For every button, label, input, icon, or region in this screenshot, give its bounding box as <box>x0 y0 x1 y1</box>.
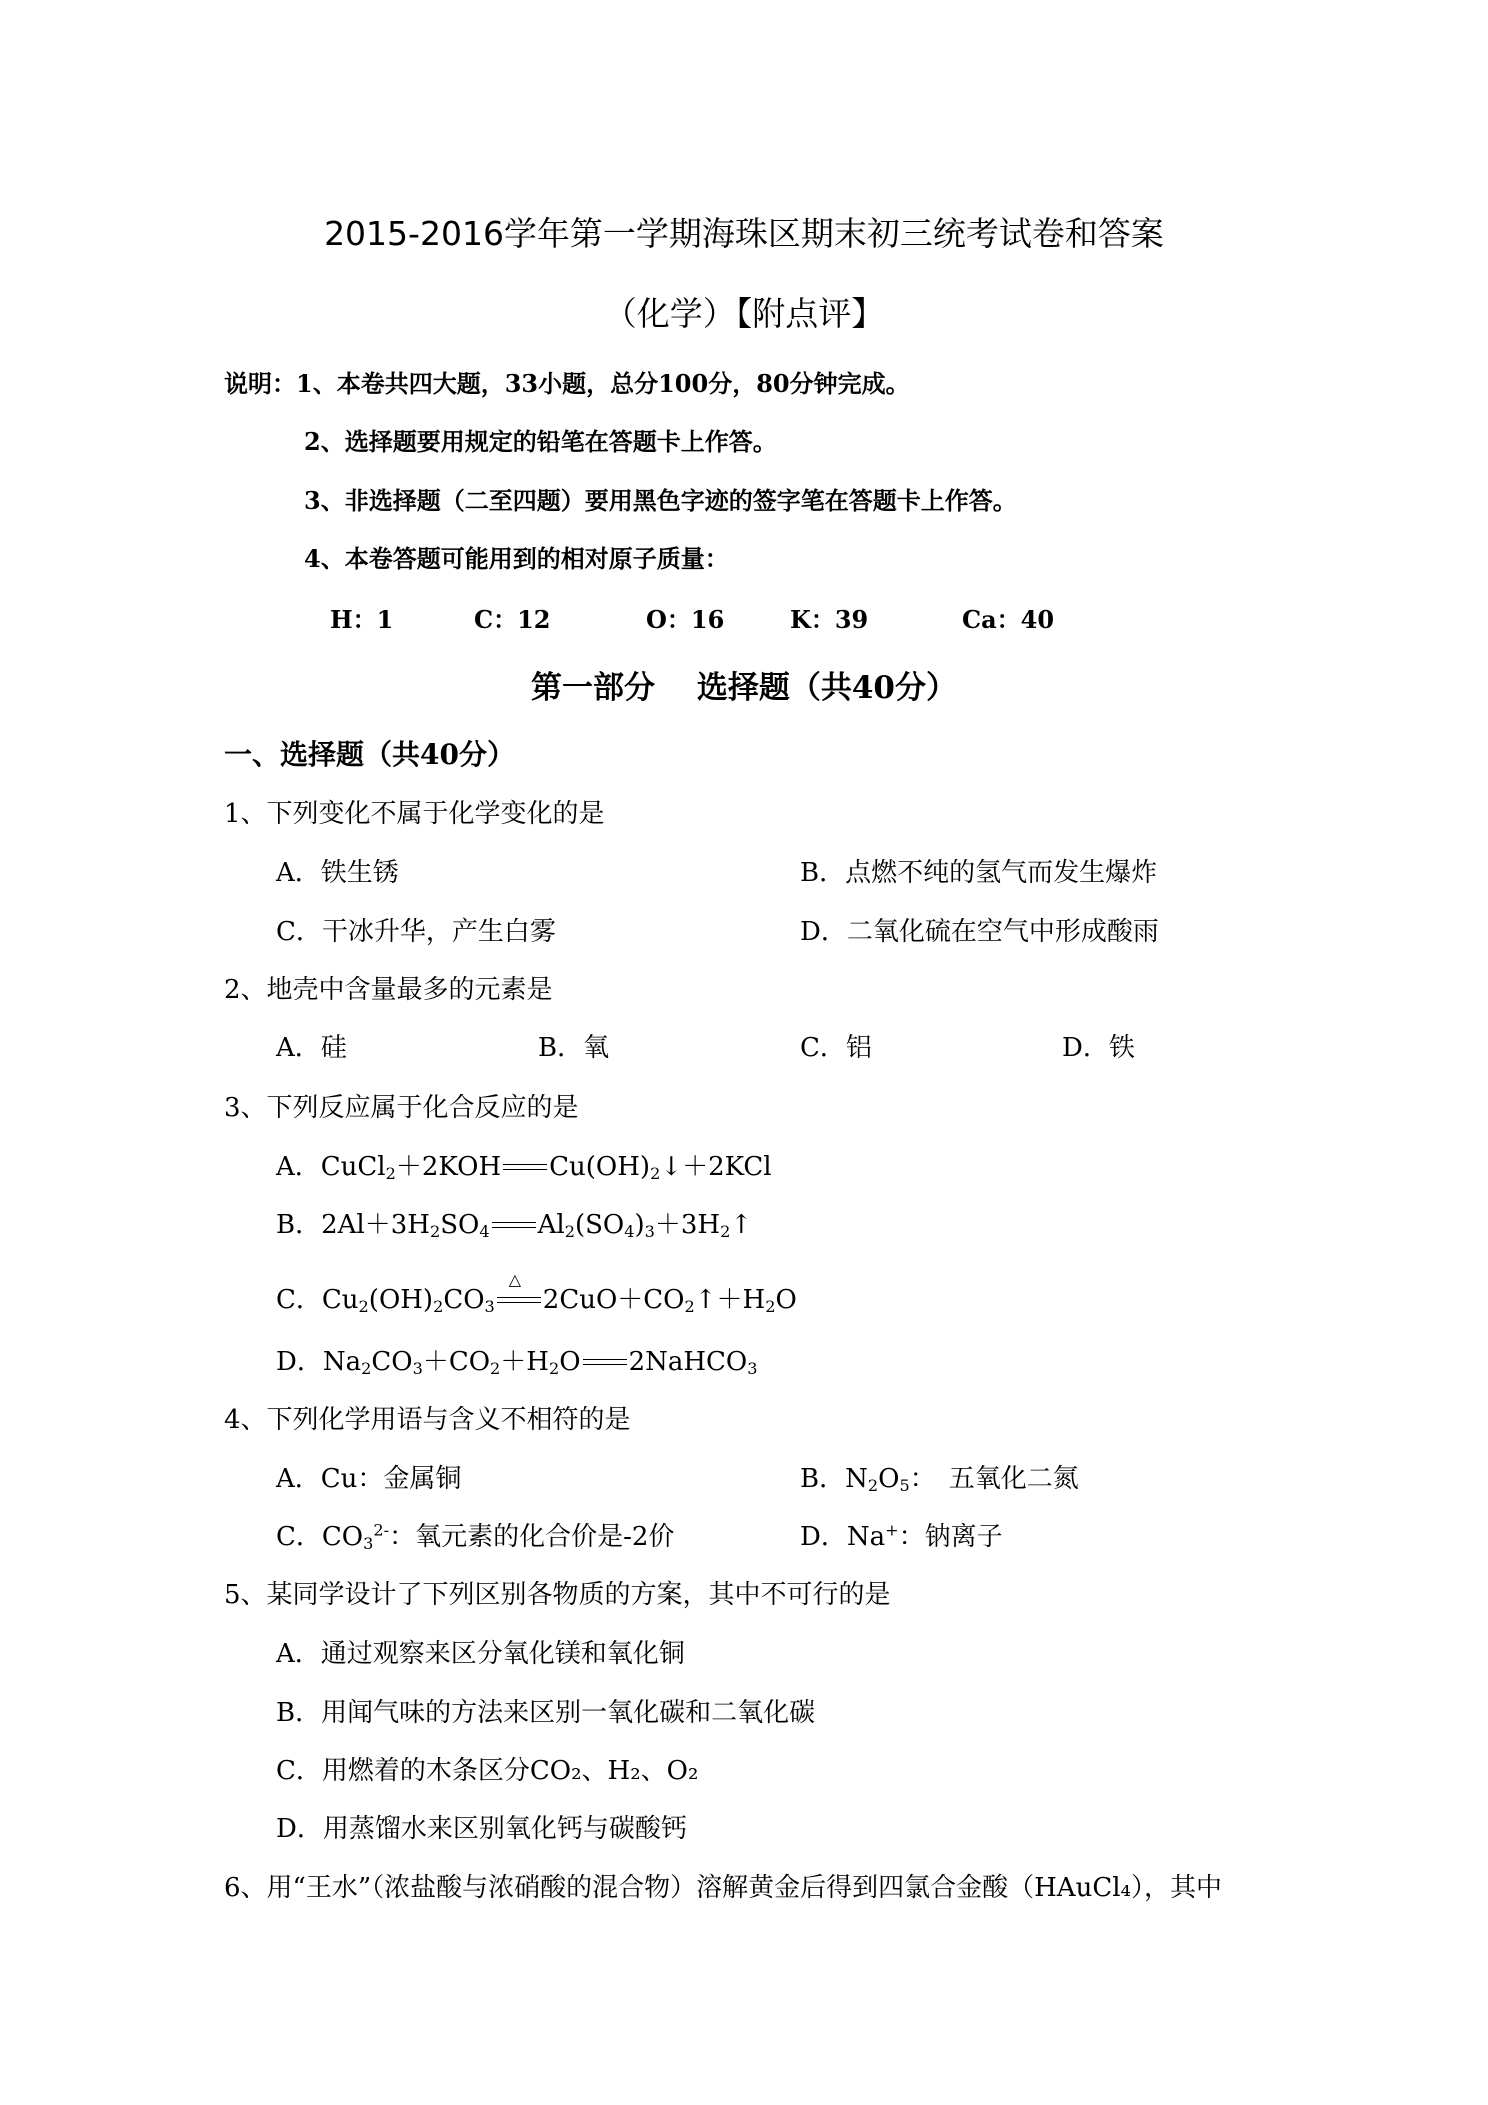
question-5-option-c: C．用燃着的木条区分CO₂、H₂、O₂ <box>276 1756 699 1786</box>
note-3: 3、非选择题（二至四题）要用黑色字迹的签字笔在答题卡上作答。 <box>304 486 1017 515</box>
question-3-option-a: A．CuCl$_2$＋2KOH $Cu(OH)_2↓+2KCl$ <box>276 1152 772 1184</box>
question-5-option-a: A．通过观察来区分氧化镁和氧化铜 <box>276 1639 685 1669</box>
question-4-option-b: B．$N_2O_5$： 五氧化二氮 <box>800 1464 1079 1496</box>
heating-symbol: △ <box>508 1270 522 1289</box>
question-5-option-d: D．用蒸馏水来区别氧化钙与碳酸钙 <box>276 1814 687 1844</box>
question-4-option-c-text: ：氧元素的化合价是-2价 <box>389 1522 675 1552</box>
question-4-option-d-text: ：钠离子 <box>898 1522 1003 1552</box>
question-4-stem: 4、下列化学用语与含义不相符的是 <box>224 1405 631 1435</box>
note-4: 4、本卷答题可能用到的相对原子质量： <box>304 544 729 573</box>
question-3-option-d: D．$Na_2CO_3+CO_2+H_2O$ 2NaHCO$_3$ <box>276 1347 758 1379</box>
question-5-option-b: B．用闻气味的方法来区别一氧化碳和二氧化碳 <box>276 1698 816 1728</box>
question-3-option-b: B．$2Al+3H_2SO_4$ $Al_2(SO_4)_3+3H_2↑$ <box>276 1210 753 1242</box>
atomic-mass-k: K：39 <box>790 605 869 634</box>
question-2-option-a: A．硅 <box>276 1033 347 1063</box>
atomic-mass-c: C：12 <box>474 605 551 634</box>
part-heading: 第一部分 选择题（共40分） <box>531 670 957 706</box>
question-6-stem: 6、用“王水”（浓盐酸与浓硝酸的混合物）溶解黄金后得到四氯合金酸（HAuCl₄），其中 <box>224 1873 1222 1903</box>
question-5-stem: 5、某同学设计了下列区别各物质的方案，其中不可行的是 <box>224 1580 891 1610</box>
question-3-option-c: C．$Cu_2(OH)_2CO_3$ △ $2CuO+CO_2↑+H_2O$ <box>276 1270 797 1317</box>
question-2-option-c: C．铝 <box>800 1033 872 1063</box>
note-1: 说明：1、本卷共四大题，33小题，总分100分，80分钟完成。 <box>224 369 910 398</box>
question-4-option-c: C．$CO_3^{2-}$：氧元素的化合价是-2价 <box>276 1520 675 1554</box>
question-2-option-d: D．铁 <box>1062 1033 1135 1063</box>
note-2: 2、选择题要用规定的铅笔在答题卡上作答。 <box>304 427 777 456</box>
heating-equals-sign <box>495 1270 543 1314</box>
equals-sign <box>490 1213 538 1239</box>
section-heading: 一、选择题（共40分） <box>224 738 515 771</box>
question-2-option-b: B．氧 <box>538 1033 610 1063</box>
question-1-option-b: B．点燃不纯的氢气而发生爆炸 <box>800 858 1158 888</box>
atomic-mass-o: O：16 <box>646 605 725 634</box>
question-1-stem: 1、下列变化不属于化学变化的是 <box>224 799 605 829</box>
question-1-option-c: C．干冰升华，产生白雾 <box>276 917 556 947</box>
question-4-option-d: D．Na+：钠离子 <box>800 1520 1003 1552</box>
document-title: 2015-2016学年第一学期海珠区期末初三统考试卷和答案 <box>324 214 1164 253</box>
question-1-option-a: A．铁生锈 <box>276 858 399 888</box>
question-4-option-a: A．Cu：金属铜 <box>276 1464 462 1494</box>
equals-sign <box>581 1350 629 1376</box>
question-2-stem: 2、地壳中含量最多的元素是 <box>224 975 553 1005</box>
atomic-mass-ca: Ca：40 <box>962 605 1055 634</box>
question-1-option-d: D．二氧化硫在空气中形成酸雨 <box>800 917 1159 947</box>
question-4-option-b-text: 五氧化二氮 <box>948 1464 1079 1494</box>
document-subtitle: （化学）【附点评】 <box>603 294 885 333</box>
equals-sign <box>501 1155 549 1181</box>
question-3-stem: 3、下列反应属于化合反应的是 <box>224 1093 579 1123</box>
atomic-mass-h: H：1 <box>330 605 394 634</box>
